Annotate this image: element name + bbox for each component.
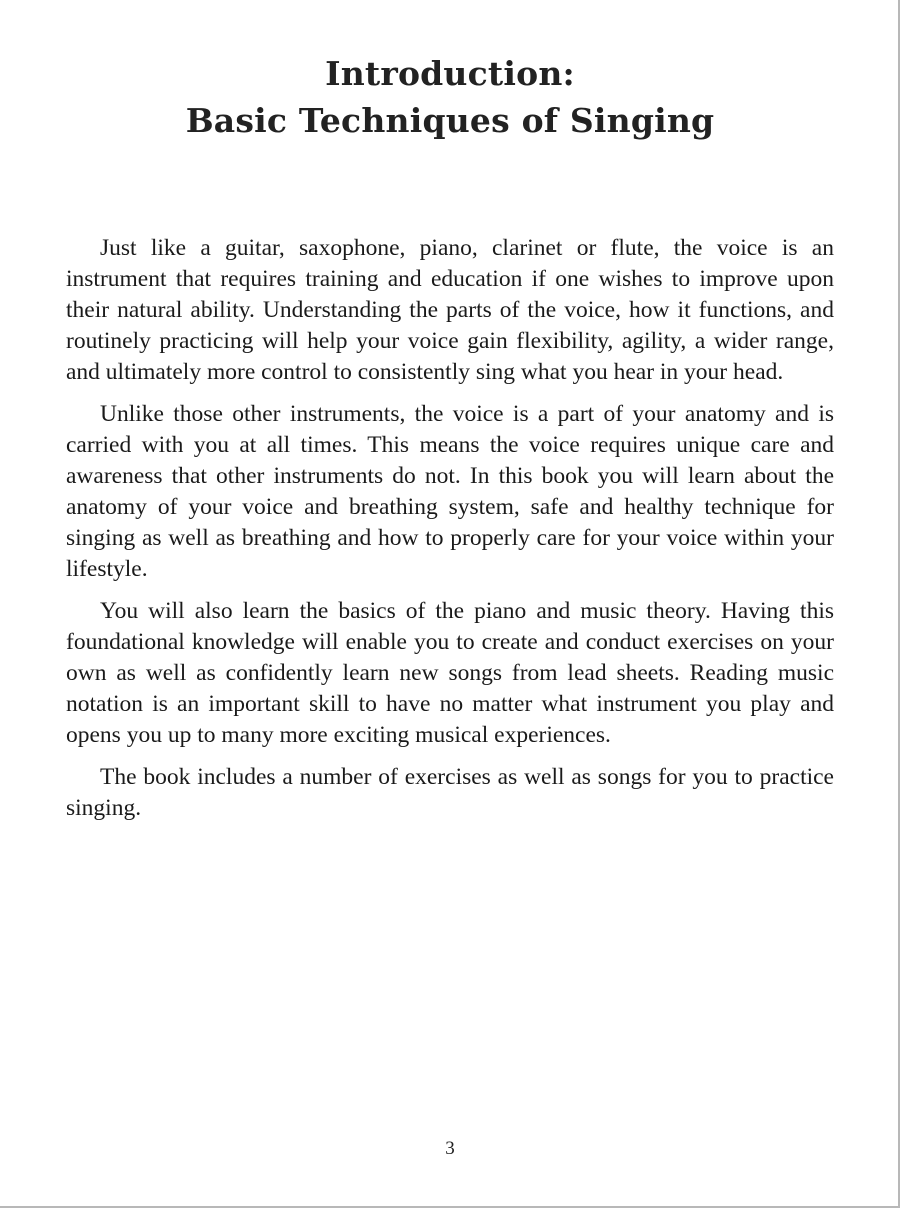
paragraph-1: Just like a guitar, saxophone, piano, clarinet or flute, the voice is an instrument that requires training and education if one wishes to improve upon their natural ability. Understanding the parts of the voice, how it functions, and routinely practicing will help your voice gain flexibility, agility, a wider range, and ultimately more control to consistently sing what you hear in your head. [66, 235, 834, 385]
paragraph-3: You will also learn the basics of the piano and music theory. Having this foundational knowledge will enable you to create and conduct exercises on your own as well as confidently learn new songs from lead sheets. Reading music notation is an important skill to have no matter what instrument you play and opens you up to many more exciting musical experiences. [66, 598, 834, 748]
page-number: 3 [445, 1138, 455, 1159]
title-line-1: Introduction: [325, 54, 575, 93]
paragraph-2: Unlike those other instruments, the voice is a part of your anatomy and is carried with you at all times. This means the voice requires unique care and awareness that other instruments do not. In this book you will learn about the anatomy of your voice and breathing system, safe and healthy technique for singing as well as breathing and how to properly care for your voice within your lifestyle. [66, 401, 834, 582]
title-line-2: Basic Techniques of Singing [185, 101, 715, 140]
paragraph-4: The book includes a number of exercises as well as songs for you to practice singing. [66, 764, 834, 821]
body-text [66, 233, 834, 835]
page-title [0, 50, 900, 144]
